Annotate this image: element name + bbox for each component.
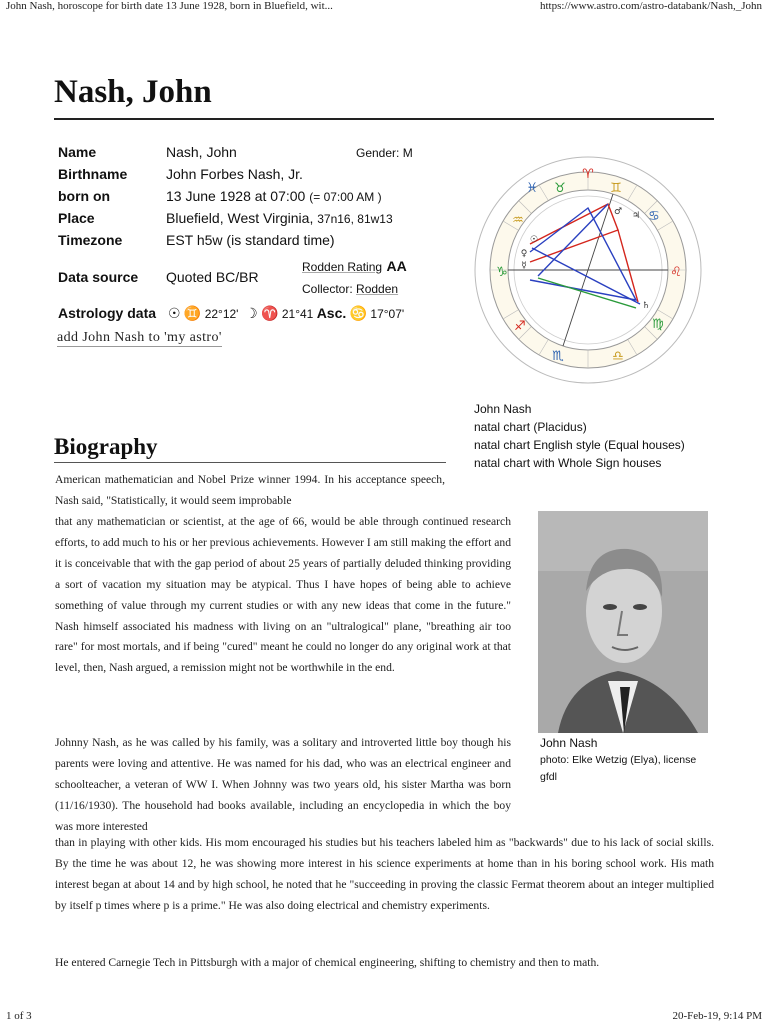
timezone-label: Timezone (58, 232, 123, 248)
biography-paragraph-3: He entered Carnegie Tech in Pittsburgh with a major of chemical engineering, shifting to chemistry and then to math. (55, 956, 600, 969)
place-label: Place (58, 210, 95, 226)
page-indicator: 1 of 3 (6, 1010, 32, 1022)
place-coords: 37n16, 81w13 (317, 212, 393, 226)
data-source-label: Data source (58, 269, 139, 285)
svg-text:♑: ♑ (496, 265, 508, 280)
collector-label: Collector: (302, 282, 353, 296)
svg-text:♃: ♃ (631, 211, 641, 221)
svg-text:♒: ♒ (512, 213, 524, 228)
moon-degree: 21°41 (281, 307, 314, 321)
svg-text:♏: ♏ (552, 349, 564, 364)
biography-paragraph-1b: that any mathematician or scientist, at the age of 66, would be able through continued research efforts, to add much to his or her previous achievements. However I am still making the effort and it is conceivable that with the gap period of about 25 years of partially deluded thinking providing a sort of vacation my situation may be atypical. Thus I have hopes of being able to achieve something of value through my current studies or with any new ideas that come in the future." Nash himself associated his madness with living on an "ultralogical" plane, "breathing air too rare" for most mortals, and if being "cured" meant he could no longer do any original work at that level, then, Nash argued, a remission might not be worthwhile in the end. (55, 515, 511, 675)
print-datetime: 20-Feb-19, 9:14 PM (672, 1010, 762, 1022)
moon-icon: ☽ (245, 305, 258, 321)
biography-paragraph-1a: American mathematician and Nobel Prize winner 1994. In his acceptance speech, Nash said, "Statistically, it would seem improbable (55, 473, 445, 507)
collector (302, 282, 398, 296)
svg-text:♐: ♐ (514, 319, 526, 334)
place-field (166, 210, 393, 226)
add-to-my-astro-link[interactable]: add John Nash to 'my astro' (57, 330, 222, 345)
svg-text:♍: ♍ (652, 317, 664, 332)
natal-chart-english-link[interactable]: natal chart English style (Equal houses) (474, 438, 685, 452)
svg-text:♂: ♂ (613, 207, 623, 217)
browser-tab-title: John Nash, horoscope for birth date 13 June 1928, born in Bluefield, wit... (6, 0, 333, 12)
page-title: Nash, John (54, 74, 212, 110)
collector-value[interactable]: Rodden (356, 282, 399, 296)
svg-text:☉: ☉ (529, 235, 539, 245)
svg-text:♎: ♎ (612, 349, 624, 364)
chart-caption-name: John Nash (474, 402, 532, 416)
browser-url[interactable]: https://www.astro.com/astro-databank/Nash,_John (540, 0, 762, 12)
astrology-data-label: Astrology data (58, 305, 157, 321)
aries-icon: ♈ (261, 305, 279, 321)
svg-text:♓: ♓ (526, 181, 538, 196)
svg-text:♄: ♄ (641, 301, 651, 311)
cancer-icon: ♋ (349, 305, 368, 321)
data-source-value: Quoted BC/BR (166, 269, 259, 285)
place-value[interactable]: Bluefield, West Virginia, (166, 210, 314, 226)
timezone-value: EST h5w (is standard time) (166, 232, 335, 248)
natal-chart-wheel[interactable] (468, 152, 708, 388)
john-nash-photo[interactable] (538, 511, 708, 733)
ascendant-degree: 17°07' (370, 307, 405, 321)
title-divider (54, 118, 714, 120)
chart-caption (474, 400, 685, 472)
sun-degree: 22°12' (204, 307, 239, 321)
born-value: 13 June 1928 at 07:00 (166, 188, 306, 204)
photo-caption-name: John Nash (540, 736, 598, 750)
born-label: born on (58, 188, 111, 204)
svg-text:♉: ♉ (554, 181, 566, 196)
rodden-rating (302, 258, 407, 276)
birthname-value: John Forbes Nash, Jr. (166, 166, 303, 182)
svg-text:♌: ♌ (670, 265, 682, 280)
photo-credit[interactable]: photo: Elke Wetzig (Elya), license gfdl (540, 754, 697, 783)
svg-text:♋: ♋ (648, 209, 660, 224)
biography-divider (54, 462, 446, 463)
gemini-icon: ♊ (183, 305, 202, 321)
ascendant-label: Asc. (316, 305, 347, 321)
svg-text:♈: ♈ (582, 167, 594, 182)
born-note: (= 07:00 AM ) (309, 190, 382, 204)
born-field (166, 188, 382, 204)
gender-field (356, 146, 413, 160)
biography-paragraph-2b: than in playing with other kids. His mom encouraged his studies but his teachers labeled him as "backwards" due to his lack of social skills. By the time he was about 12, he was showing more interest in his science experiments at home than in his boring school work. His math interest began at about 14 and by high school, he noted that he "succeeding in proving the classic Fermat theorem about an integer multiplied by itself p times where p is a prime." He was also doing electrical and chemistry experiments. (55, 836, 714, 912)
biography-heading: Biography (54, 434, 158, 459)
svg-text:♊: ♊ (610, 181, 622, 196)
natal-chart-placidus-link[interactable]: natal chart (Placidus) (474, 420, 587, 434)
rodden-rating-value: AA (386, 258, 407, 274)
photo-caption (540, 736, 710, 786)
biography-paragraph-2a: Johnny Nash, as he was called by his family, was a solitary and introverted little boy though his parents were loving and attentive. He was named for his dad, who was an electrical engineer and schoolteacher, a veteran of WW I. When Johnny was two years old, his sister Martha was born (11/16/1930). The household had books available, including an encyclopedia in which the boy was more interested (55, 736, 511, 833)
svg-text:☿: ☿ (521, 261, 527, 271)
natal-chart-whole-sign-link[interactable]: natal chart with Whole Sign houses (474, 456, 662, 470)
astrology-data-values (168, 305, 404, 322)
name-label: Name (58, 144, 97, 160)
rodden-rating-label[interactable]: Rodden Rating (302, 260, 383, 274)
name-value: Nash, John (166, 144, 237, 160)
svg-text:♀: ♀ (520, 249, 528, 259)
gender-value: M (402, 146, 413, 160)
birthname-label: Birthname (58, 166, 128, 182)
sun-icon: ☉ (168, 305, 181, 321)
gender-label: Gender: (356, 146, 400, 160)
